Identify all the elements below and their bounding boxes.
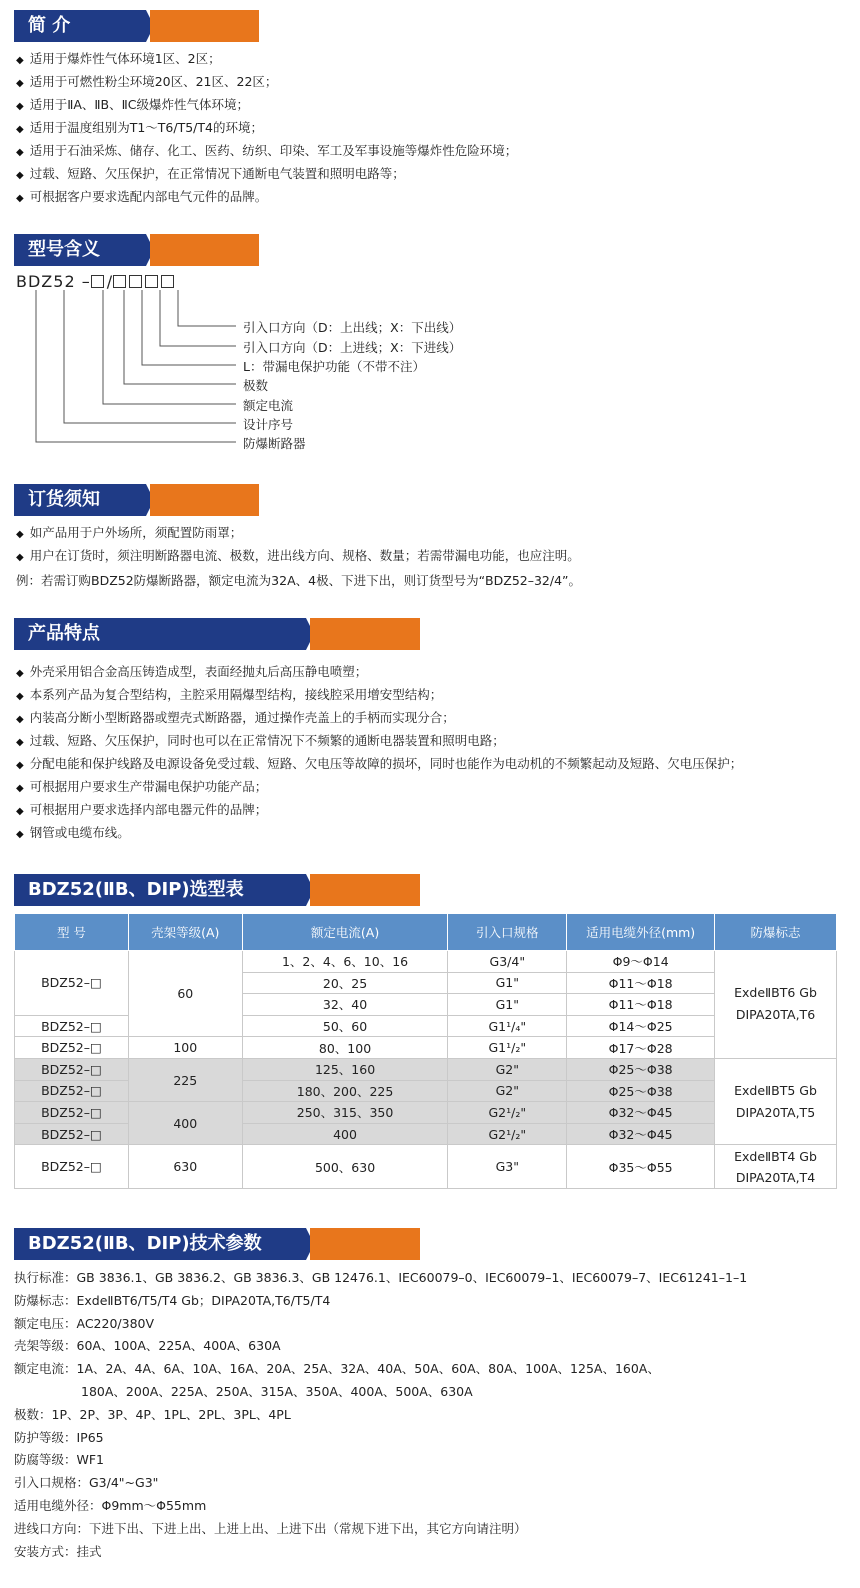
cell-cable: Φ25～Φ38 xyxy=(567,1058,715,1080)
col-header-port: 引入口规格 xyxy=(448,914,567,951)
table-header-row xyxy=(15,914,837,951)
model-code: BDZ52 – / xyxy=(16,272,177,291)
list-item: ◆ 适用于温度组别为T1～T6/T5/T4的环境； xyxy=(16,116,517,139)
model-diagram-lines xyxy=(0,288,240,448)
param-frame: 壳架等级：60A、100A、225A、400A、630A xyxy=(14,1338,281,1354)
cell-current: 32、40 xyxy=(242,994,448,1016)
cell-current: 180、200、225 xyxy=(242,1080,448,1102)
cell-model: BDZ52–□ xyxy=(15,1058,129,1080)
param-cable: 适用电缆外径：Φ9mm～Φ55mm xyxy=(14,1497,207,1513)
legend-breaker: 防爆断路器 xyxy=(243,436,306,451)
list-item: ◆ 适用于爆炸性气体环境1区、2区； xyxy=(16,47,517,70)
model-prefix: BDZ52 xyxy=(16,272,76,291)
list-item: ◆ 分配电能和保护线路及电源设备免受过载、短路、欠电压等故障的损坏，同时也能作为电动机的不频繁起动及短路、欠电压保护； xyxy=(16,752,742,775)
cell-port: G3/4" xyxy=(448,951,567,973)
param-poles: 极数：1P、2P、3P、4P、1PL、2PL、3PL、4PL xyxy=(14,1406,291,1422)
cell-port: G3" xyxy=(448,1145,567,1189)
table-row xyxy=(15,1145,837,1189)
col-header-current: 额定电流(A) xyxy=(242,914,448,951)
section-title: 简 介 xyxy=(14,10,146,42)
legend-leakage: L：带漏电保护功能（不带不注） xyxy=(243,359,425,374)
section-title: BDZ52(ⅡB、DIP)技术参数 xyxy=(14,1228,306,1260)
legend-out-direction: 引入口方向（D：上出线；X：下出线） xyxy=(243,320,462,335)
list-item: ◆ 用户在订货时，须注明断路器电流、极数，进出线方向、规格、数量；若需带漏电功能，也应注明。 xyxy=(16,544,580,567)
cell-current: 50、60 xyxy=(242,1015,448,1037)
cell-model: BDZ52–□ xyxy=(15,951,129,1016)
legend-current: 额定电流 xyxy=(243,398,294,413)
cell-mark xyxy=(715,1145,837,1189)
list-item: ◆ 适用于ⅡA、ⅡB、ⅡC级爆炸性气体环境； xyxy=(16,93,517,116)
cell-cable: Φ17～Φ28 xyxy=(567,1037,715,1059)
section-title: BDZ52(ⅡB、DIP)选型表 xyxy=(14,874,306,906)
section-title: 产品特点 xyxy=(14,618,306,650)
cell-current: 125、160 xyxy=(242,1058,448,1080)
cell-cable: Φ11～Φ18 xyxy=(567,994,715,1016)
table-row xyxy=(15,951,837,973)
param-ip: 防护等级：IP65 xyxy=(14,1429,104,1445)
cell-cable: Φ32～Φ45 xyxy=(567,1102,715,1124)
param-standard: 执行标准：GB 3836.1、GB 3836.2、GB 3836.3、GB 12476.1、IEC60079–0、IEC60079–1、IEC60079–7、IEC61241–1–1 xyxy=(14,1270,748,1285)
list-item: ◆ 可根据用户要求生产带漏电保护功能产品； xyxy=(16,775,742,798)
section-header-selection xyxy=(14,874,420,906)
cell-cable: Φ35～Φ55 xyxy=(567,1145,715,1189)
cell-port: G1¹/₂" xyxy=(448,1037,567,1059)
box-leakage xyxy=(129,275,142,288)
list-item: ◆ 适用于可燃性粉尘环境20区、21区、22区； xyxy=(16,70,517,93)
param-mounting: 安装方式：挂式 xyxy=(14,1543,102,1559)
list-item: ◆ 本系列产品为复合型结构，主腔采用隔爆型结构，接线腔采用增安型结构； xyxy=(16,683,742,706)
cell-current: 500、630 xyxy=(242,1145,448,1189)
box-out-dir xyxy=(161,275,174,288)
cell-cable: Φ14～Φ25 xyxy=(567,1015,715,1037)
cell-mark xyxy=(715,1058,837,1144)
col-header-mark: 防爆标志 xyxy=(715,914,837,951)
table-row xyxy=(15,1102,837,1124)
cell-port: G2¹/₂" xyxy=(448,1102,567,1124)
table-row xyxy=(15,1058,837,1080)
cell-cable: Φ25～Φ38 xyxy=(567,1080,715,1102)
cell-port: G2" xyxy=(448,1058,567,1080)
cell-frame: 630 xyxy=(128,1145,242,1189)
cell-current: 80、100 xyxy=(242,1037,448,1059)
legend-design-no: 设计序号 xyxy=(243,417,294,432)
model-dash: – xyxy=(75,272,91,291)
section-title: 订货须知 xyxy=(14,484,146,516)
cell-frame: 100 xyxy=(128,1037,242,1059)
mark-line1: ExdeⅡBT5 Gb xyxy=(734,1082,817,1098)
order-example: 例：若需订购BDZ52防爆断路器，额定电流为32A、4极、下进下出，则订货型号为“BDZ52–32/4”。 xyxy=(16,573,582,588)
mark-line1: ExdeⅡBT4 Gb xyxy=(734,1148,817,1164)
cell-cable: Φ11～Φ18 xyxy=(567,972,715,994)
cell-frame: 225 xyxy=(128,1058,242,1101)
list-item: ◆ 可根据用户要求选择内部电器元件的品牌； xyxy=(16,798,742,821)
legend-poles: 极数 xyxy=(243,378,269,393)
cell-current: 1、2、4、6、10、16 xyxy=(242,951,448,973)
cell-port: G1" xyxy=(448,994,567,1016)
box-current xyxy=(91,275,104,288)
col-header-frame: 壳架等级(A) xyxy=(128,914,242,951)
mark-line2: DIPA20TA,T6 xyxy=(735,1007,816,1023)
cell-mark xyxy=(715,951,837,1059)
mark-line2: DIPA20TA,T4 xyxy=(735,1169,816,1185)
section-header-order xyxy=(14,484,259,516)
col-header-cable: 适用电缆外径(mm) xyxy=(567,914,715,951)
param-direction: 进线口方向：下进下出、下进上出、上进上出、上进下出（常规下进下出，其它方向请注明） xyxy=(14,1520,527,1536)
list-item: ◆ 可根据客户要求选配内部电气元件的品牌。 xyxy=(16,185,517,208)
section-header-intro xyxy=(14,10,259,42)
cell-port: G1¹/₄" xyxy=(448,1015,567,1037)
param-voltage: 额定电压：AC220/380V xyxy=(14,1315,155,1331)
cell-model: BDZ52–□ xyxy=(15,1145,129,1189)
cell-model: BDZ52–□ xyxy=(15,1080,129,1102)
section-header-params xyxy=(14,1228,420,1260)
list-item: ◆ 外壳采用铝合金高压铸造成型，表面经抛丸后高压静电喷塑； xyxy=(16,660,742,683)
cell-model: BDZ52–□ xyxy=(15,1102,129,1124)
param-anticorrosion: 防腐等级：WF1 xyxy=(14,1452,105,1468)
list-item: ◆ 内装高分断小型断路器或塑壳式断路器，通过操作壳盖上的手柄而实现分合； xyxy=(16,706,742,729)
features-list xyxy=(16,660,742,844)
table-row xyxy=(15,1037,837,1059)
cell-current: 20、25 xyxy=(242,972,448,994)
param-port: 引入口规格：G3/4"~G3" xyxy=(14,1475,159,1491)
cell-cable: Φ32～Φ45 xyxy=(567,1123,715,1145)
mark-line1: ExdeⅡBT6 Gb xyxy=(734,985,817,1001)
param-current: 额定电流：1A、2A、4A、6A、10A、16A、20A、25A、32A、40A、50A、60A、80A、100A、125A、160A、 xyxy=(14,1361,660,1377)
param-ex-mark: 防爆标志：ExdeⅡBT6/T5/T4 Gb；DIPA20TA,T6/T5/T4 xyxy=(14,1292,331,1308)
list-item: ◆ 适用于石油采炼、储存、化工、医药、纺织、印染、军工及军事设施等爆炸性危险环境； xyxy=(16,139,517,162)
cell-port: G2" xyxy=(448,1080,567,1102)
cell-frame: 400 xyxy=(128,1102,242,1145)
list-item: ◆ 如产品用于户外场所，须配置防雨罩； xyxy=(16,521,580,544)
order-list xyxy=(16,521,580,567)
cell-model: BDZ52–□ xyxy=(15,1123,129,1145)
intro-list xyxy=(16,47,517,208)
legend-in-direction: 引入口方向（D：上进线；X：下进线） xyxy=(243,340,462,355)
list-item: ◆ 过载、短路、欠压保护，在正常情况下通断电气装置和照明电路等； xyxy=(16,162,517,185)
cell-current: 250、315、350 xyxy=(242,1102,448,1124)
section-title: 型号含义 xyxy=(14,234,146,266)
cell-port: G1" xyxy=(448,972,567,994)
col-header-model: 型 号 xyxy=(15,914,129,951)
cell-cable: Φ9～Φ14 xyxy=(567,951,715,973)
cell-model: BDZ52–□ xyxy=(15,1015,129,1037)
cell-frame: 60 xyxy=(128,951,242,1037)
mark-line2: DIPA20TA,T5 xyxy=(735,1104,816,1120)
param-current-cont: 180A、200A、225A、250A、315A、350A、400A、500A、630A xyxy=(81,1383,473,1399)
section-header-features xyxy=(14,618,420,650)
list-item: ◆ 过载、短路、欠压保护，同时也可以在正常情况下不频繁的通断电器装置和照明电路； xyxy=(16,729,742,752)
box-in-dir xyxy=(145,275,158,288)
cell-port: G2¹/₂" xyxy=(448,1123,567,1145)
selection-table xyxy=(14,913,837,1189)
cell-current: 400 xyxy=(242,1123,448,1145)
cell-model: BDZ52–□ xyxy=(15,1037,129,1059)
section-header-model xyxy=(14,234,259,266)
params-list xyxy=(14,1267,747,1563)
box-poles xyxy=(113,275,126,288)
list-item: ◆ 钢管或电缆布线。 xyxy=(16,821,742,844)
